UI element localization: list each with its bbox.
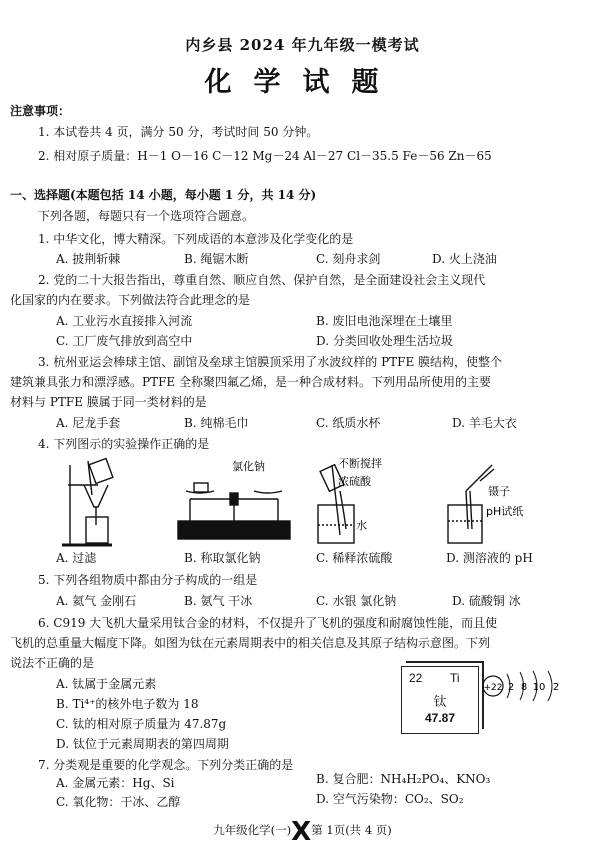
q3-option-a: A. 尼龙手套 — [56, 416, 121, 430]
q4-option-a: A. 过滤 — [56, 551, 97, 565]
note-item-1: 1. 本试卷共 4 页，满分 50 分，考试时间 50 分钟。 — [38, 125, 319, 139]
label-keep-stirring: 不断搅拌 — [338, 457, 382, 470]
question-5-stem: 5. 下列各组物质中都由分子构成的一组是 — [38, 573, 258, 587]
main-title: 化学试题 — [204, 67, 401, 98]
shell-4-electrons: 2 — [552, 682, 560, 693]
q4-experiment-figures — [40, 455, 580, 547]
q2-option-a: A. 工业污水直接排入河流 — [56, 314, 193, 328]
q1-option-c: C. 刻舟求剑 — [316, 252, 381, 266]
label-water: 水 — [356, 519, 367, 532]
label-tweezers: 镊子 — [488, 485, 510, 498]
footer-page-number: 第 1页(共 4 页) — [311, 823, 392, 837]
element-symbol: Ti — [450, 671, 460, 685]
notes-heading: 注意事项： — [10, 104, 71, 118]
q2-option-b: B. 废旧电池深埋在土壤里 — [316, 314, 453, 328]
footer-mark: X — [291, 817, 312, 847]
q4-option-d: D. 测溶液的 pH — [446, 551, 533, 565]
q4-option-c: C. 稀释浓硫酸 — [316, 551, 393, 565]
question-6-stem-line-3: 说法不正确的是 — [10, 656, 95, 670]
filtration-apparatus-figure — [62, 459, 113, 545]
q1-option-a: A. 披荆斩棘 — [56, 252, 121, 266]
question-1-stem: 1. 中华文化，博大精深。下列成语的本意涉及化学变化的是 — [38, 232, 354, 246]
q1-option-d: D. 火上浇油 — [432, 252, 497, 266]
q3-option-b: B. 纯棉毛巾 — [184, 416, 249, 430]
q1-option-b: B. 绳锯木断 — [184, 252, 249, 266]
titanium-atomic-structure-diagram — [480, 668, 580, 704]
q4-option-b: B. 称取氯化钠 — [184, 551, 261, 565]
relative-atomic-mass: 47.87 — [424, 711, 456, 725]
question-2-stem-line-1: 2. 党的二十大报告指出，尊重自然、顺应自然、保护自然，是全面建设社会主义现代 — [38, 273, 486, 287]
electron-shell-4 — [548, 671, 552, 701]
q6-option-d: D. 钛位于元素周期表的第四周期 — [56, 737, 229, 751]
q3-option-c: C. 纸质水杯 — [316, 416, 381, 430]
question-3-stem-line-3: 材料与 PTFE 膜属于同一类材料的是 — [10, 395, 207, 409]
footer-course: 九年级化学(一) — [213, 823, 292, 837]
question-2-stem-line-2: 化国家的内在要求。下列做法符合此理念的是 — [10, 293, 251, 307]
label-concentrated-sulfuric-acid: 浓硫酸 — [338, 475, 371, 488]
question-6-stem-line-1: 6. C919 大飞机大量采用钛合金的材料，不仅提升了飞机的强度和耐腐蚀性能，而且使 — [38, 616, 498, 630]
balance-figure — [178, 483, 290, 539]
question-7-stem: 7. 分类观是重要的化学观念。下列分类正确的是 — [38, 758, 294, 772]
section-intro: 下列各题，每题只有一个选项符合题意。 — [38, 209, 255, 223]
question-3-stem-line-2: 建筑兼具张力和漂浮感。PTFE 全称聚四氟乙烯，是一种合成材料。下列用品所使用的主要 — [10, 375, 491, 389]
q2-option-c: C. 工厂废气排放到高空中 — [56, 334, 193, 348]
question-3-stem-line-1: 3. 杭州亚运会棒球主馆、副馆及垒球主馆膜顶采用了水波纹样的 PTFE 膜结构，使整个 — [38, 355, 503, 369]
question-4-stem: 4. 下列图示的实验操作正确的是 — [38, 437, 210, 451]
periodic-table-cell-titanium — [401, 666, 479, 734]
page-footer — [0, 817, 605, 847]
q6-option-b: B. Ti⁴⁺的核外电子数为 18 — [56, 697, 199, 711]
exam-title-line: 内乡县 2024 年九年级一模考试 — [185, 36, 420, 54]
q7-option-b: B. 复合肥：NH₄H₂PO₄、KNO₃ — [316, 772, 491, 786]
q2-option-d: D. 分类回收处理生活垃圾 — [316, 334, 453, 348]
q5-option-c: C. 水银 氯化钠 — [316, 594, 397, 608]
label-ph-paper: pH试纸 — [486, 505, 524, 518]
q3-option-d: D. 羊毛大衣 — [452, 416, 517, 430]
element-name: 钛 — [433, 695, 447, 710]
question-6-stem-line-2: 飞机的总重量大幅度下降。如图为钛在元素周期表中的相关信息及其原子结构示意图。下列 — [10, 636, 491, 650]
atomic-number: 22 — [409, 671, 423, 685]
shell-3-electrons: 10 — [532, 682, 546, 693]
ph-test-figure — [448, 465, 494, 543]
q6-option-a: A. 钛属于金属元素 — [56, 677, 157, 691]
q6-option-c: C. 钛的相对原子质量为 47.87g — [56, 717, 227, 731]
shell-1-electrons: 2 — [507, 682, 515, 693]
q7-option-c: C. 氧化物：干冰、乙醇 — [56, 795, 181, 809]
q7-option-d: D. 空气污染物：CO₂、SO₂ — [316, 792, 464, 806]
q5-option-a: A. 氦气 金刚石 — [56, 594, 137, 608]
section-heading: 一、选择题(本题包括 14 小题，每小题 1 分，共 14 分) — [10, 188, 317, 202]
q5-option-d: D. 硫酸铜 冰 — [452, 594, 521, 608]
nuclear-charge: +22 — [483, 683, 503, 693]
shell-2-electrons: 8 — [520, 682, 528, 693]
q7-option-a: A. 金属元素：Hg、Si — [56, 776, 175, 790]
label-sodium-chloride: 氯化钠 — [232, 460, 265, 473]
q5-option-b: B. 氨气 干冰 — [184, 594, 253, 608]
note-item-2: 2. 相对原子质量：H－1 O－16 C－12 Mg－24 Al－27 Cl－35.5 Fe－56 Zn－65 — [38, 149, 492, 163]
